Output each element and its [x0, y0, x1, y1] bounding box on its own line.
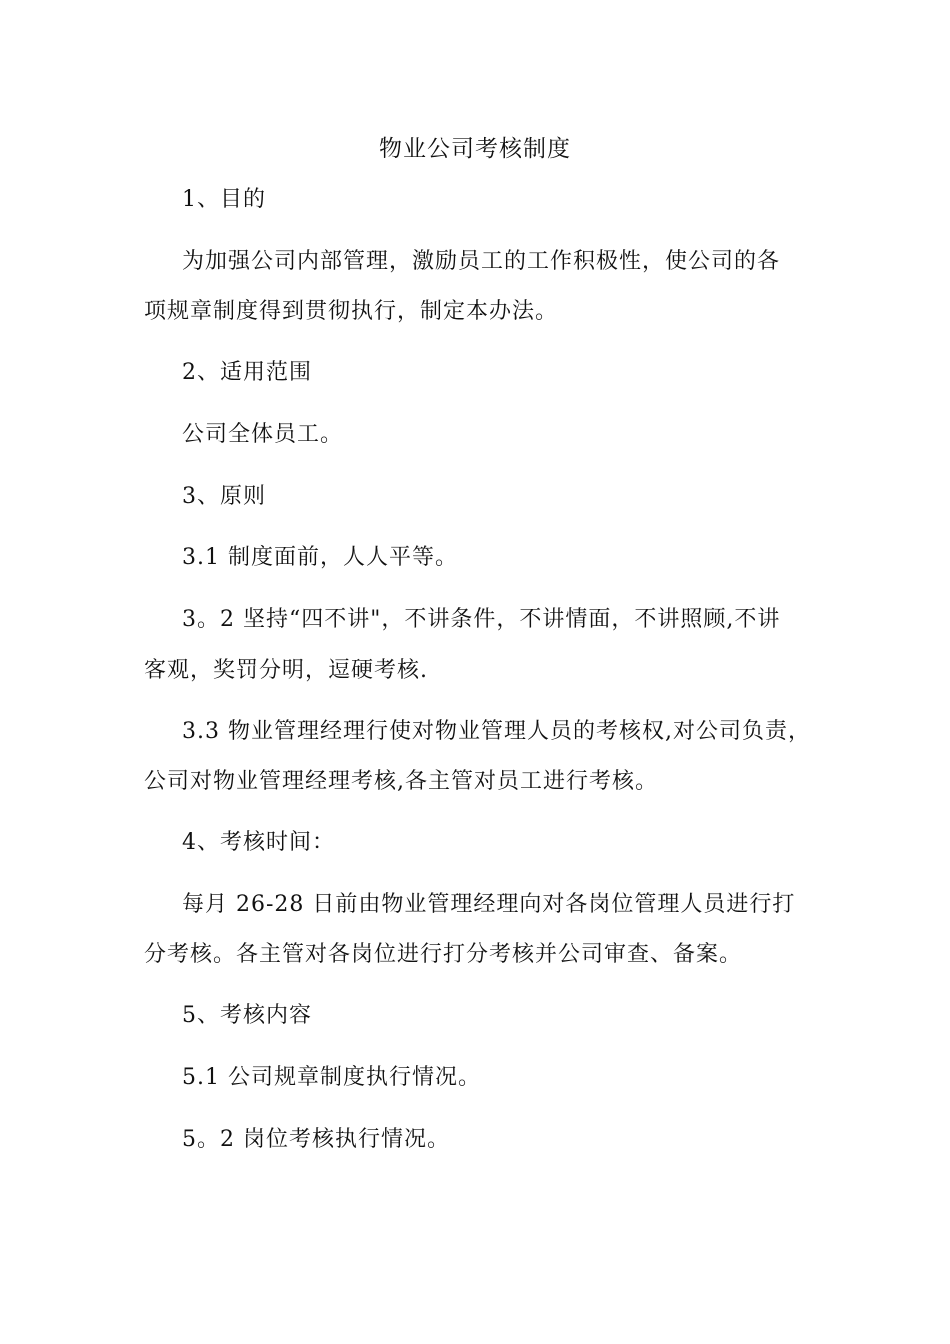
paragraph-line: 3。2 坚持“四不讲"，不讲条件，不讲情面，不讲照顾,不讲 [182, 607, 781, 632]
paragraph-line: 分考核。各主管对各岗位进行打分考核并公司审查、备案。 [144, 942, 743, 967]
paragraph-line: 为加强公司内部管理，激励员工的工作积极性，使公司的各 [182, 249, 781, 274]
document-title: 物业公司考核制度 [379, 136, 571, 162]
paragraph-line: 公司对物业管理经理考核,各主管对员工进行考核。 [144, 769, 658, 794]
paragraph-line: 项规章制度得到贯彻执行，制定本办法。 [144, 299, 559, 324]
heading-assessment-time: 4、考核时间： [182, 830, 335, 855]
paragraph-line: 3.1 制度面前，人人平等。 [182, 545, 458, 570]
paragraph-line: 每月 26-28 日前由物业管理经理向对各岗位管理人员进行打 [182, 892, 796, 917]
heading-assessment-content: 5、考核内容 [182, 1003, 312, 1028]
paragraph-line: 5。2 岗位考核执行情况。 [182, 1127, 450, 1152]
heading-principles: 3、原则 [182, 484, 266, 509]
paragraph-line: 5.1 公司规章制度执行情况。 [182, 1065, 481, 1090]
heading-purpose: 1、目的 [182, 187, 266, 212]
paragraph-line: 3.3 物业管理经理行使对物业管理人员的考核权,对公司负责， [182, 719, 811, 744]
heading-scope: 2、适用范围 [182, 360, 312, 385]
paragraph-line: 客观，奖罚分明，逗硬考核. [144, 658, 428, 683]
paragraph-line: 公司全体员工。 [182, 422, 344, 447]
